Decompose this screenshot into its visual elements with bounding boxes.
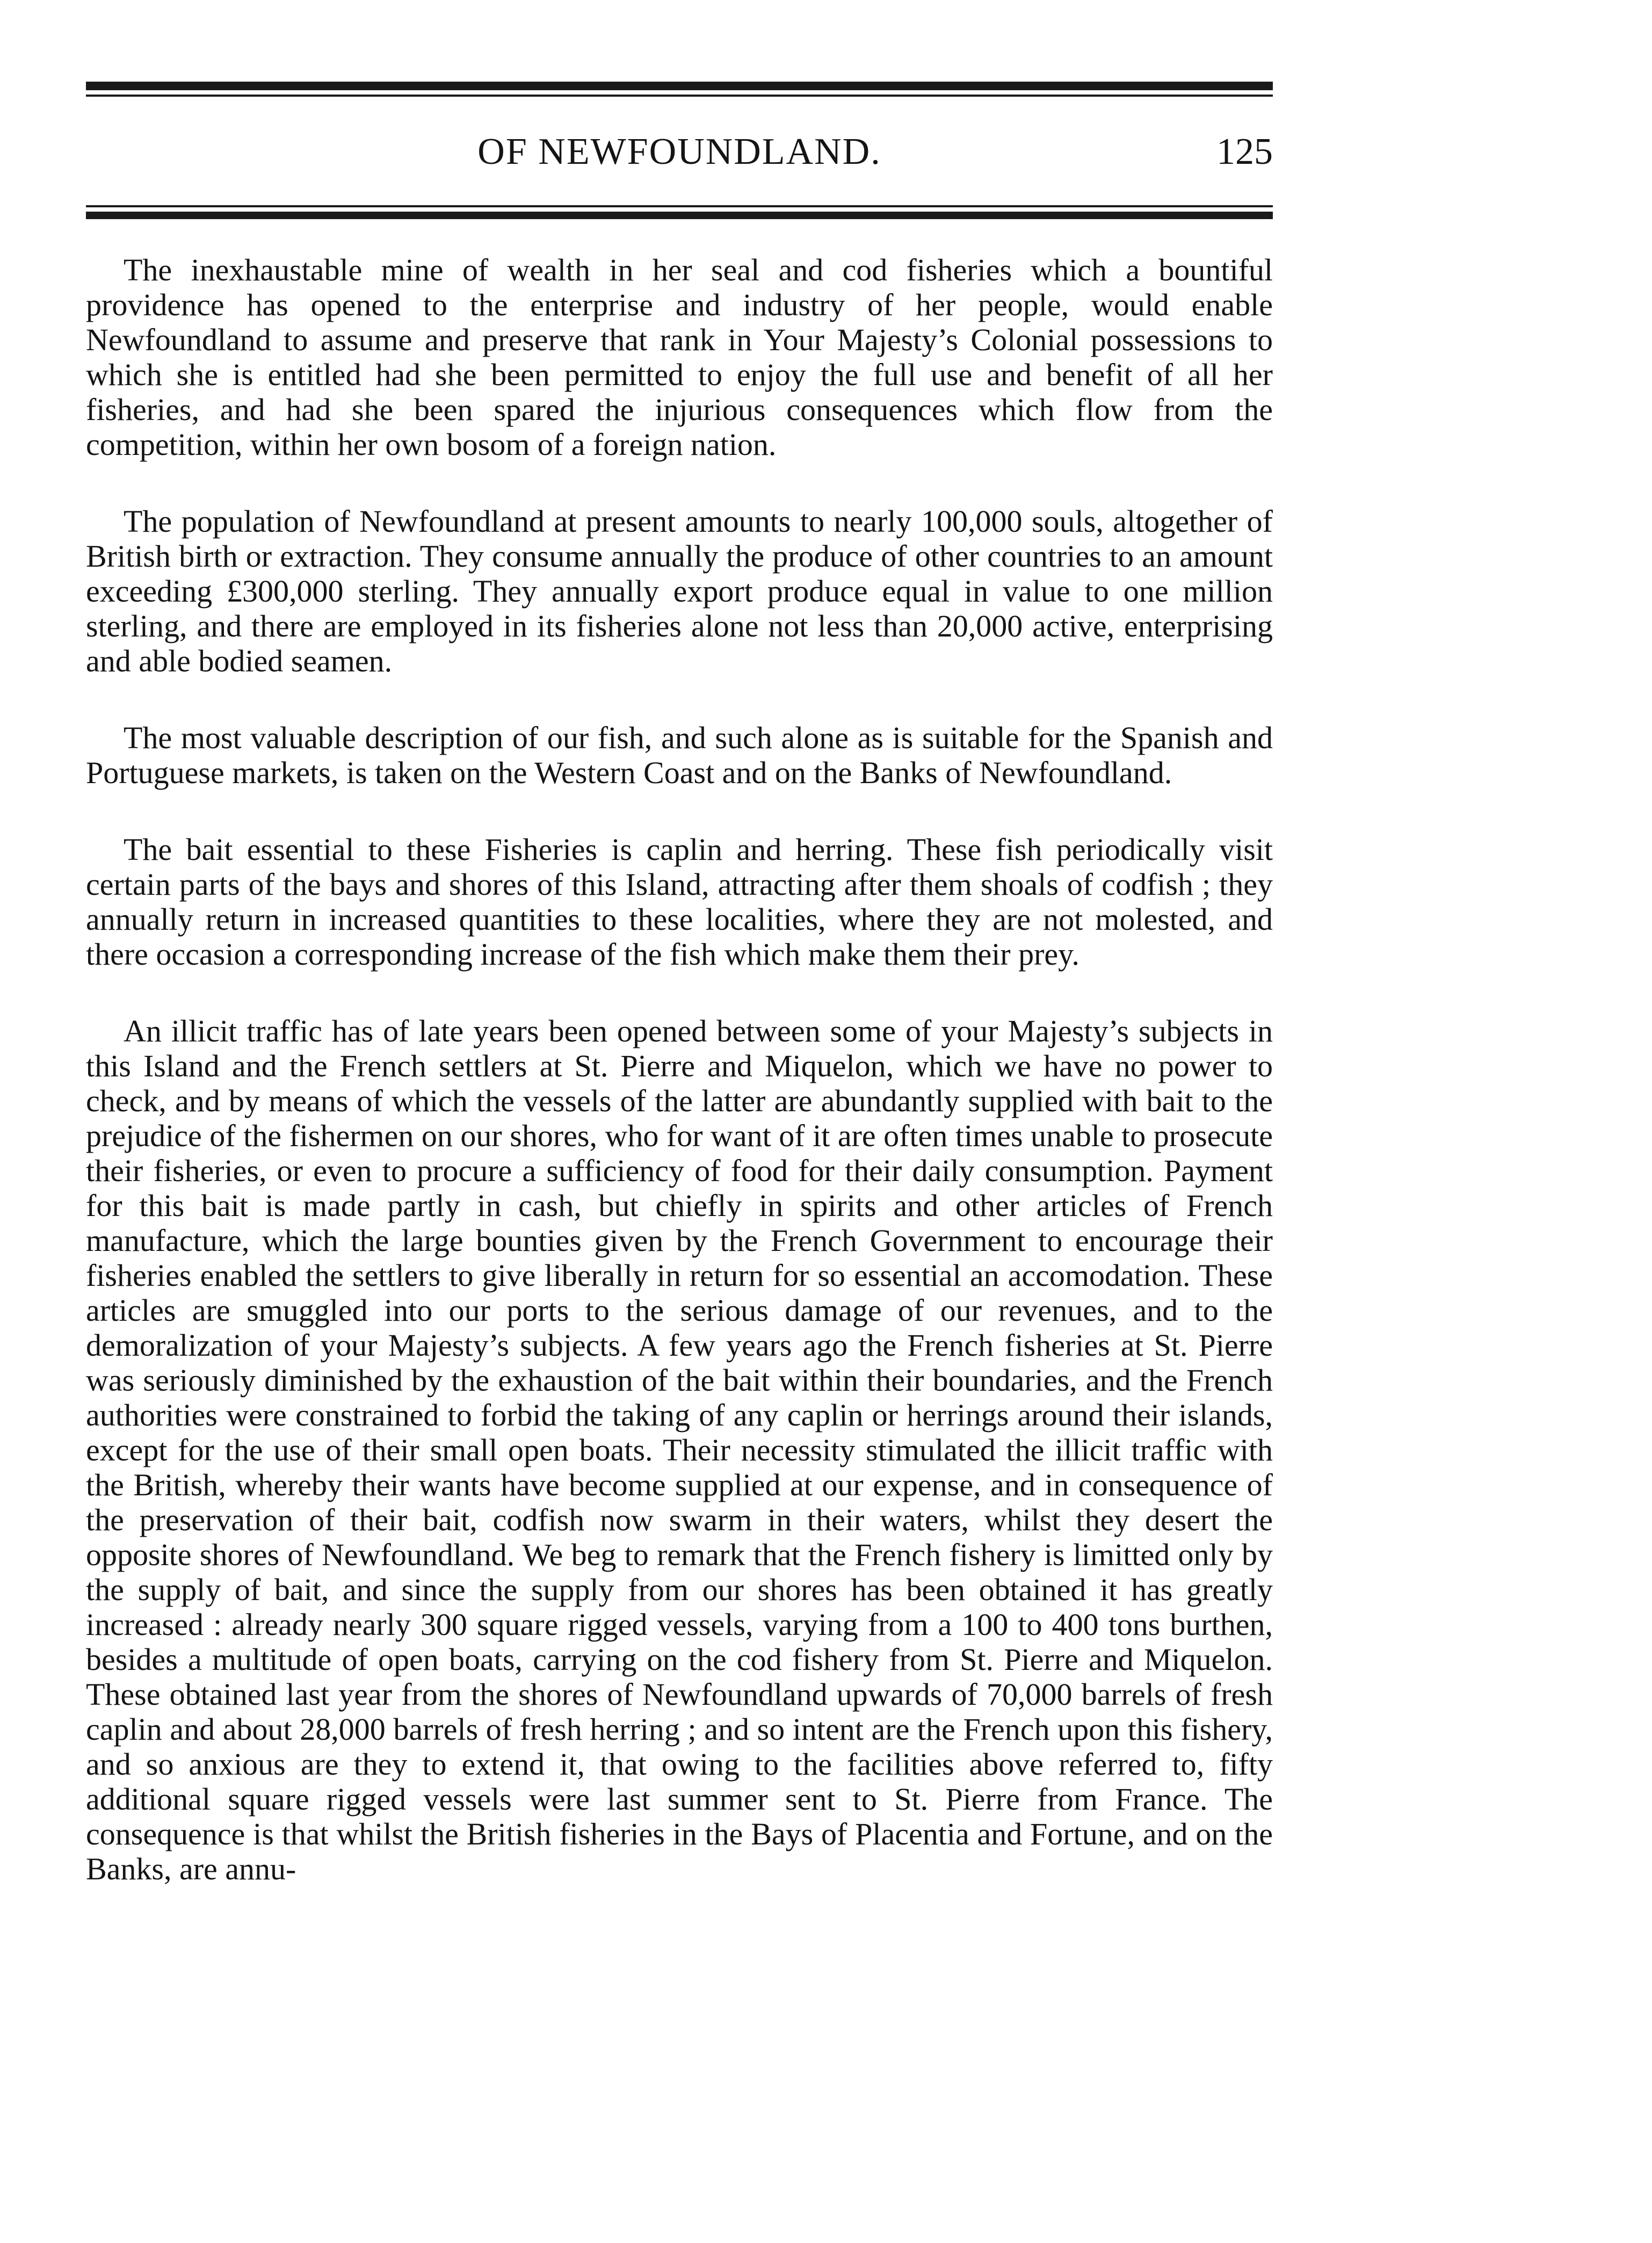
header-rule-thick [86,82,1273,90]
paragraph-illicit-traffic: An illicit traffic has of late years been opened between some of your Majesty’s subjects in this Island and the French settlers at St. Pierre and Miquelon, which we have no power to check, and by means of which the vessels of the latter are abundantly supplied with bait to the prejudice of the fishermen on our shores, who for want of it are often times unable to prosecute their fisheries, or even to procure a sufficiency of food for their daily consumption. Payment for this bait is made partly in cash, but chiefly in spirits and other articles of French manufacture, which the large bounties given by the French Government to encourage their fisheries enabled the settlers to give liberally in return for so essential an accomodation. These articles are smuggled into our ports to the serious damage of our revenues, and to the demoralization of your Majesty’s subjects. A few years ago the French fisheries at St. Pierre was seriously diminished by the exhaustion of the bait within their boundaries, and the French authorities were constrained to forbid the taking of any caplin or herrings around their islands, except for the use of their small open boats. Their necessity stimulated the illicit traffic with the British, whereby their wants have become supplied at our expense, and in consequence of the preservation of their bait, codfish now swarm in their waters, whilst they desert the opposite shores of Newfoundland. We beg to remark that the French fishery is limitted only by the supply of bait, and since the supply from our shores has been obtained it has greatly increased : already nearly 300 square rigged vessels, varying from a 100 to 400 tons burthen, besides a multitude of open boats, carrying on the cod fishery from St. Pierre and Miquelon. These obtained last year from the shores of Newfoundland upwards of 70,000 barrels of fresh caplin and about 28,000 barrels of fresh herring ; and so intent are the French upon this fishery, and so anxious are they to extend it, that owing to the facilities above referred to, fifty additional square rigged vessels were last summer sent to St. Pierre from France. The consequence is that whilst the British fisheries in the Bays of Placentia and Fortune, and on the Banks, are annu- [86,1014,1273,1886]
running-head [86,122,1273,182]
body-text [86,252,1273,1886]
header-rule-thin [86,95,1273,97]
paragraph-population: The population of Newfoundland at present amounts to nearly 100,000 souls, altogether of British birth or extraction. They consume annually the produce of other countries to an amount exceeding £300,000 sterling. They annually export produce equal in value to one million sterling, and there are employed in its fisheries alone not less than 20,000 active, enterprising and able bodied seamen. [86,504,1273,678]
subheader-rule-thin [86,205,1273,207]
paragraph-valuable-fish: The most valuable description of our fish, and such alone as is suitable for the Spanish and Portuguese markets, is taken on the Western Coast and on the Banks of Newfoundland. [86,720,1273,790]
paragraph-bait: The bait essential to these Fisheries is caplin and herring. These fish periodically visit certain parts of the bays and shores of this Island, attracting after them shoals of codfish ; they annually return in increased quantities to these localities, where they are not molested, and there occasion a corresponding increase of the fish which make them their prey. [86,832,1273,972]
subheader-rule-thick [86,212,1273,219]
paragraph-wealth: The inexhaustable mine of wealth in her seal and cod fisheries which a bountiful providence has opened to the enterprise and industry of her people, would enable Newfoundland to assume and preserve that rank in Your Majesty’s Colonial possessions to which she is entitled had she been permitted to enjoy the full use and benefit of all her fisheries, and had she been spared the injurious consequences which flow from the competition, within her own bosom of a foreign nation. [86,252,1273,462]
page-number: 125 [1216,131,1273,172]
running-title: OF NEWFOUNDLAND. [477,131,881,172]
